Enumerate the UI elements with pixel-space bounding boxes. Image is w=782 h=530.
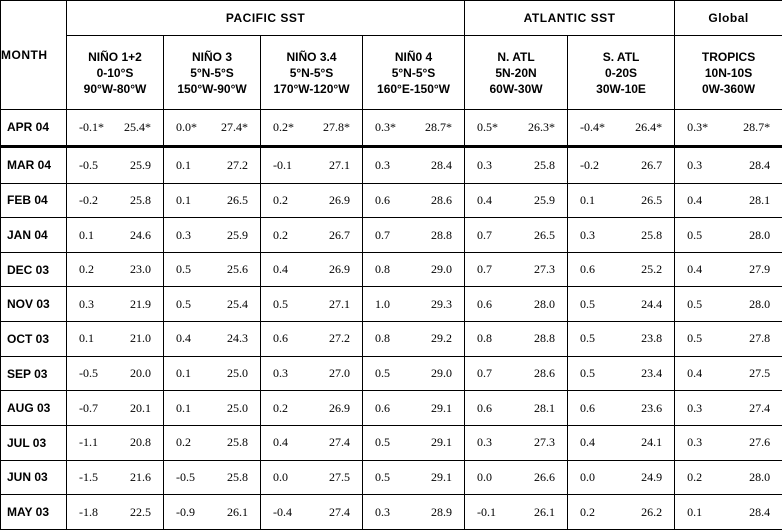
region-lat: 5°N-5°S [391, 65, 436, 80]
anomaly-cell: -0.1 [261, 146, 311, 183]
anomaly-cell: -0.2 [568, 146, 618, 183]
anomaly-cell: 0.5 [164, 252, 211, 287]
month-cell: FEB 04 [1, 183, 67, 218]
sst-cell: 20.8 [114, 425, 164, 460]
sst-cell: 25.8 [515, 146, 568, 183]
anomaly-cell: 0.2 [261, 391, 311, 426]
sst-cell: 29.0 [413, 252, 465, 287]
month-column-header: MONTH [1, 1, 67, 110]
anomaly-cell: 0.6 [465, 391, 515, 426]
sst-cell: 28.7* [413, 110, 465, 147]
sst-cell: 28.4 [725, 495, 782, 530]
anomaly-cell: -1.5 [67, 460, 114, 495]
table-row [1, 110, 782, 147]
sst-cell: 25.6 [211, 252, 261, 287]
anomaly-cell: -1.8 [67, 495, 114, 530]
anomaly-cell: -0.4 [261, 495, 311, 530]
table-row [1, 252, 782, 287]
region-lon: 90°W-80°W [83, 81, 147, 96]
region-lon: 60W-30W [489, 81, 543, 96]
sst-cell: 25.8 [618, 218, 675, 253]
sst-cell: 22.5 [114, 495, 164, 530]
sst-cell: 20.1 [114, 391, 164, 426]
sst-cell: 26.7 [618, 146, 675, 183]
anomaly-cell: -0.4* [568, 110, 618, 147]
anomaly-cell: 0.8 [363, 252, 413, 287]
anomaly-cell: 0.0 [568, 460, 618, 495]
table-row [1, 495, 782, 530]
anomaly-cell: 0.1 [67, 322, 114, 357]
table-row [1, 425, 782, 460]
sst-cell: 26.7 [311, 218, 363, 253]
region-lat: 10N-10S [704, 65, 753, 80]
sst-cell: 29.0 [413, 356, 465, 391]
sst-cell: 23.8 [618, 322, 675, 357]
sst-cell: 27.2 [211, 146, 261, 183]
anomaly-cell: 0.5 [363, 356, 413, 391]
anomaly-cell: 0.5* [465, 110, 515, 147]
table-row [1, 391, 782, 426]
sst-cell: 28.8 [413, 218, 465, 253]
anomaly-cell: 0.3 [568, 218, 618, 253]
table-row [1, 218, 782, 253]
sst-cell: 26.5 [515, 218, 568, 253]
anomaly-cell: 0.4 [261, 425, 311, 460]
sst-cell: 29.3 [413, 287, 465, 322]
region-header-nino3 [164, 36, 261, 110]
region-name: NIÑO 1+2 [88, 49, 142, 64]
sst-cell: 29.2 [413, 322, 465, 357]
anomaly-cell: 0.7 [363, 218, 413, 253]
anomaly-cell: 0.2 [261, 218, 311, 253]
anomaly-cell: -1.1 [67, 425, 114, 460]
sst-cell: 28.0 [725, 287, 782, 322]
anomaly-cell: 0.1 [164, 356, 211, 391]
month-cell: JUN 03 [1, 460, 67, 495]
sst-cell: 27.8 [725, 322, 782, 357]
sst-cell: 25.8 [211, 460, 261, 495]
anomaly-cell: 0.3* [675, 110, 725, 147]
region-header-s-atl [568, 36, 675, 110]
anomaly-cell: 0.7 [465, 218, 515, 253]
sst-cell: 28.0 [515, 287, 568, 322]
anomaly-cell: 0.2 [568, 495, 618, 530]
anomaly-cell: 0.0 [261, 460, 311, 495]
sst-cell: 25.0 [211, 356, 261, 391]
sst-cell: 28.6 [515, 356, 568, 391]
sst-cell: 28.4 [725, 146, 782, 183]
anomaly-cell: 0.4 [465, 183, 515, 218]
sst-cell: 26.4* [618, 110, 675, 147]
sst-cell: 24.9 [618, 460, 675, 495]
anomaly-cell: -0.5 [164, 460, 211, 495]
anomaly-cell: -0.1 [465, 495, 515, 530]
global-header: Global [675, 1, 782, 36]
table-row [1, 322, 782, 357]
anomaly-cell: 0.5 [675, 287, 725, 322]
region-lat: 0-10°S [96, 65, 134, 80]
anomaly-cell: 0.3 [261, 356, 311, 391]
sst-cell: 28.4 [413, 146, 465, 183]
anomaly-cell: -0.9 [164, 495, 211, 530]
sst-cell: 28.1 [725, 183, 782, 218]
region-name: N. ATL [497, 49, 535, 64]
anomaly-cell: 0.1 [164, 146, 211, 183]
month-cell: AUG 03 [1, 391, 67, 426]
anomaly-cell: 0.4 [675, 356, 725, 391]
table-row [1, 183, 782, 218]
month-cell: NOV 03 [1, 287, 67, 322]
sst-cell: 24.1 [618, 425, 675, 460]
region-header-row [1, 36, 782, 110]
anomaly-cell: 0.0 [465, 460, 515, 495]
anomaly-cell: 0.7 [465, 252, 515, 287]
month-cell: JUL 03 [1, 425, 67, 460]
anomaly-cell: 0.6 [363, 183, 413, 218]
sst-cell: 23.6 [618, 391, 675, 426]
sst-cell: 27.2 [311, 322, 363, 357]
region-lon: 30W-10E [596, 81, 646, 96]
anomaly-cell: 0.1 [164, 183, 211, 218]
region-lon: 0W-360W [702, 81, 756, 96]
sst-cell: 27.4 [725, 391, 782, 426]
anomaly-cell: 0.7 [465, 356, 515, 391]
sst-cell: 27.4* [211, 110, 261, 147]
anomaly-cell: 0.3 [465, 146, 515, 183]
region-lon: 170°W-120°W [273, 81, 350, 96]
anomaly-cell: 0.6 [363, 391, 413, 426]
sst-cell: 24.3 [211, 322, 261, 357]
anomaly-cell: -0.1* [67, 110, 114, 147]
anomaly-cell: -0.2 [67, 183, 114, 218]
anomaly-cell: 0.1 [675, 495, 725, 530]
region-name: S. ATL [602, 49, 640, 64]
anomaly-cell: 0.2* [261, 110, 311, 147]
sst-cell: 27.3 [515, 252, 568, 287]
sst-cell: 29.1 [413, 425, 465, 460]
region-lat: 5N-20N [495, 65, 537, 80]
anomaly-cell: 0.3 [675, 425, 725, 460]
anomaly-cell: 0.3 [465, 425, 515, 460]
anomaly-cell: 0.4 [675, 183, 725, 218]
atlantic-sst-header: ATLANTIC SST [465, 1, 675, 36]
sst-cell: 27.1 [311, 287, 363, 322]
anomaly-cell: 0.5 [568, 356, 618, 391]
anomaly-cell: 0.2 [164, 425, 211, 460]
pacific-sst-header: PACIFIC SST [67, 1, 465, 36]
month-cell: MAR 04 [1, 146, 67, 183]
anomaly-cell: 0.4 [164, 322, 211, 357]
anomaly-cell: 0.5 [568, 287, 618, 322]
sst-cell: 27.9 [725, 252, 782, 287]
region-header-tropics [675, 36, 782, 110]
sst-cell: 28.7* [725, 110, 782, 147]
anomaly-cell: 0.4 [675, 252, 725, 287]
anomaly-cell: 0.0* [164, 110, 211, 147]
sst-cell: 27.8* [311, 110, 363, 147]
sst-cell: 26.2 [618, 495, 675, 530]
anomaly-cell: 0.5 [261, 287, 311, 322]
region-name: NIÑ0 4 [394, 49, 433, 64]
table-row [1, 287, 782, 322]
sst-cell: 21.0 [114, 322, 164, 357]
sst-table-body [1, 110, 782, 530]
region-header-nino34 [261, 36, 363, 110]
sst-cell: 25.4* [114, 110, 164, 147]
sst-cell: 27.4 [311, 425, 363, 460]
anomaly-cell: 0.5 [675, 322, 725, 357]
sst-cell: 26.9 [311, 183, 363, 218]
sst-cell: 21.6 [114, 460, 164, 495]
region-lat: 5°N-5°S [289, 65, 334, 80]
region-lat: 0-20S [605, 65, 638, 80]
sst-cell: 28.9 [413, 495, 465, 530]
sst-cell: 25.8 [211, 425, 261, 460]
region-lon: 150°W-90°W [177, 81, 247, 96]
sst-cell: 28.1 [515, 391, 568, 426]
anomaly-cell: 0.6 [261, 322, 311, 357]
sst-cell: 25.9 [114, 146, 164, 183]
month-cell: OCT 03 [1, 322, 67, 357]
sst-cell: 29.1 [413, 460, 465, 495]
anomaly-cell: -0.5 [67, 146, 114, 183]
anomaly-cell: 0.5 [675, 218, 725, 253]
sst-cell: 23.0 [114, 252, 164, 287]
sst-cell: 21.9 [114, 287, 164, 322]
anomaly-cell: 0.2 [261, 183, 311, 218]
sst-cell: 29.1 [413, 391, 465, 426]
sst-cell: 27.1 [311, 146, 363, 183]
anomaly-cell: 0.1 [568, 183, 618, 218]
anomaly-cell: 0.4 [568, 425, 618, 460]
region-name: NIÑO 3 [191, 49, 232, 64]
region-header-nino4 [363, 36, 465, 110]
region-lon: 160°E-150°W [377, 81, 450, 96]
anomaly-cell: 0.5 [363, 460, 413, 495]
sst-cell: 20.0 [114, 356, 164, 391]
sst-cell: 27.4 [311, 495, 363, 530]
sst-cell: 27.5 [311, 460, 363, 495]
month-cell: MAY 03 [1, 495, 67, 530]
month-cell: DEC 03 [1, 252, 67, 287]
sst-cell: 28.0 [725, 460, 782, 495]
region-lat: 5°N-5°S [190, 65, 234, 80]
sst-cell: 26.9 [311, 252, 363, 287]
anomaly-cell: 0.2 [67, 252, 114, 287]
anomaly-cell: -0.5 [67, 356, 114, 391]
table-row [1, 356, 782, 391]
region-name: TROPICS [701, 49, 756, 64]
anomaly-cell: 0.3 [675, 391, 725, 426]
anomaly-cell: -0.7 [67, 391, 114, 426]
sst-cell: 28.8 [515, 322, 568, 357]
table-row [1, 460, 782, 495]
sst-cell: 28.0 [725, 218, 782, 253]
anomaly-cell: 0.3 [363, 495, 413, 530]
sst-cell: 26.1 [211, 495, 261, 530]
sst-cell: 25.4 [211, 287, 261, 322]
sst-cell: 27.0 [311, 356, 363, 391]
sst-cell: 25.9 [515, 183, 568, 218]
sst-cell: 24.4 [618, 287, 675, 322]
sst-cell: 28.6 [413, 183, 465, 218]
anomaly-cell: 0.4 [261, 252, 311, 287]
month-cell: APR 04 [1, 110, 67, 147]
month-cell: SEP 03 [1, 356, 67, 391]
anomaly-cell: 0.6 [568, 252, 618, 287]
sst-cell: 26.3* [515, 110, 568, 147]
anomaly-cell: 0.6 [465, 287, 515, 322]
sst-cell: 25.8 [114, 183, 164, 218]
anomaly-cell: 0.1 [164, 391, 211, 426]
sst-cell: 23.4 [618, 356, 675, 391]
sst-cell: 26.5 [618, 183, 675, 218]
anomaly-cell: 0.5 [568, 322, 618, 357]
sst-cell: 26.9 [311, 391, 363, 426]
anomaly-cell: 0.8 [363, 322, 413, 357]
sst-cell: 27.5 [725, 356, 782, 391]
sst-cell: 26.1 [515, 495, 568, 530]
anomaly-cell: 0.2 [675, 460, 725, 495]
region-header-nino12 [67, 36, 164, 110]
region-name: NIÑO 3.4 [286, 49, 337, 64]
anomaly-cell: 0.5 [164, 287, 211, 322]
sst-cell: 27.3 [515, 425, 568, 460]
anomaly-cell: 1.0 [363, 287, 413, 322]
table-row [1, 146, 782, 183]
anomaly-cell: 0.3 [164, 218, 211, 253]
anomaly-cell: 0.3 [675, 146, 725, 183]
sst-cell: 26.6 [515, 460, 568, 495]
anomaly-cell: 0.5 [363, 425, 413, 460]
anomaly-cell: 0.3* [363, 110, 413, 147]
group-header-row [1, 1, 782, 36]
sst-cell: 26.5 [211, 183, 261, 218]
anomaly-cell: 0.3 [363, 146, 413, 183]
sst-cell: 25.9 [211, 218, 261, 253]
sst-cell: 25.2 [618, 252, 675, 287]
anomaly-cell: 0.3 [67, 287, 114, 322]
month-cell: JAN 04 [1, 218, 67, 253]
anomaly-cell: 0.6 [568, 391, 618, 426]
sst-cell: 27.6 [725, 425, 782, 460]
region-header-n-atl [465, 36, 568, 110]
sst-cell: 25.0 [211, 391, 261, 426]
anomaly-cell: 0.8 [465, 322, 515, 357]
sst-cell: 24.6 [114, 218, 164, 253]
anomaly-cell: 0.1 [67, 218, 114, 253]
